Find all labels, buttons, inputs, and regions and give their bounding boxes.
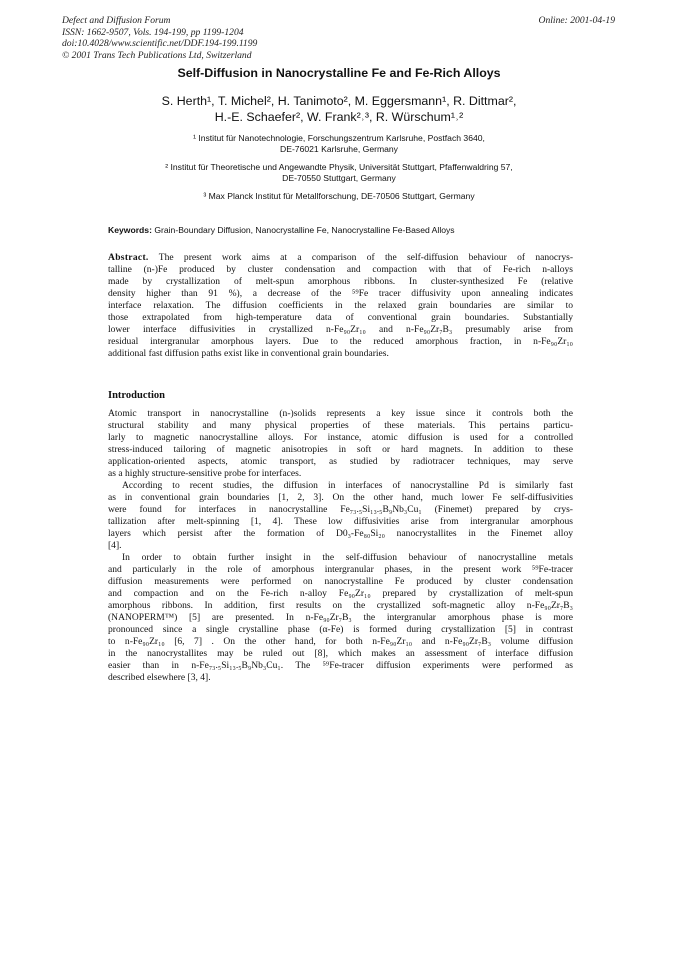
paragraph-line: According to recent studies, the diffusion in interfaces of nanocrystalline Pd is similarly fast	[122, 480, 573, 491]
paragraph-line: as a highly structure-sensitive probe for interfaces.	[108, 468, 302, 480]
paragraph-line: were found for interfaces in nanocrystalline Fe₇₃.₅Si₁₃.₅B₉Nb₃Cu₁ (Finemet) prepared by crys-	[108, 504, 573, 516]
abstract-line: residual intergranular amorphous layers. Due to the reduced amorphous fraction, in n-Fe₉₀Zr₁₀	[108, 336, 573, 348]
abstract-line: made by crystallization of melt-spun amorphous ribbons. In cluster-synthesized Fe (relative	[108, 276, 573, 288]
journal-name: Defect and Diffusion Forum	[62, 15, 171, 26]
paragraph-line: to n-Fe₉₀Zr₁₀ [6, 7] . On the other hand, for both n-Fe₉₀Zr₁₀ and n-Fe₉₀Zr₇B₃ volume diffusion	[108, 636, 573, 648]
affiliation-2	[60, 162, 618, 185]
author-list	[60, 93, 618, 125]
paragraph-line: structural stability and many physical properties of these materials. This pertains particu-	[108, 420, 573, 432]
paragraph-line: and particularly in the role of amorphous intergranular phases, in the present work ⁵⁹Fe-tracer	[108, 564, 573, 576]
paragraph-line: amorphous ribbons. In addition, first results on the crystallized soft-magnetic alloy n-Fe₉₀Zr₇B₃	[108, 600, 573, 612]
author-line-1: S. Herth¹, T. Michel², H. Tanimoto², M. Eggersmann¹, R. Dittmar²,	[161, 94, 517, 108]
doi-line[interactable]: doi:10.4028/www.scientific.net/DDF.194-199.1199	[62, 38, 258, 50]
paragraph-line: application-oriented aspects, atomic transport, as studied by radiotracer techniques, may serve	[108, 456, 573, 468]
affiliation-1-line-1: ¹ Institut für Nanotechnologie, Forschungszentrum Karlsruhe, Postfach 3640,	[193, 133, 485, 143]
abstract-label: Abstract.	[108, 252, 149, 263]
paper-title: Self-Diffusion in Nanocrystalline Fe and Fe-Rich Alloys	[177, 66, 501, 80]
paragraph-line: diffusion measurements were performed on nanocrystalline Fe produced by cluster condensation	[108, 576, 573, 588]
issn-line: ISSN: 1662-9507, Vols. 194-199, pp 1199-1204	[62, 26, 244, 38]
paragraph-line: described elsewhere [3, 4].	[108, 672, 211, 684]
online-date: Online: 2001-04-19	[538, 15, 615, 26]
introduction-heading: Introduction	[108, 390, 165, 401]
affiliation-2-line-1: ² Institut für Theoretische und Angewandte Physik, Universität Stuttgart, Pfaffenwaldring 57,	[165, 162, 513, 172]
paragraph-line: easier than in n-Fe₇₃.₅Si₁₃.₅B₉Nb₃Cu₁. The ⁵⁹Fe-tracer diffusion experiments were performed as	[108, 660, 573, 672]
affiliation-2-line-2: DE-70550 Stuttgart, Germany	[282, 173, 396, 184]
abstract-line: additional fast diffusion paths exist like in conventional grain boundaries.	[108, 348, 389, 360]
affiliation-3-line-1: ³ Max Planck Institut für Metallforschung, DE-70506 Stuttgart, Germany	[203, 191, 475, 201]
paragraph-line: in the nanocrystallites may be ruled out [8], which makes an assessment of interface diffusion	[108, 648, 573, 660]
abstract-line: interface relaxation. The diffusion coefficients in the relaxed grain boundaries are similar to	[108, 300, 573, 312]
paragraph-line: stress-induced tailoring of magnetic anisotropies in soft or hard magnets. In addition to these	[108, 444, 573, 456]
affiliation-3	[60, 191, 618, 202]
paragraph-line: Atomic transport in nanocrystalline (n-)solids represents a key issue since it controls both the	[108, 408, 573, 419]
paragraph-line: and compaction and on the Fe-rich n-alloy Fe₉₀Zr₁₀ prepared by crystallization of melt-spun	[108, 588, 573, 600]
paragraph-line: larly to magnetic nanocrystalline alloys. For instance, atomic diffusion is used for a controlled	[108, 432, 573, 444]
introduction-paragraph-3	[108, 552, 573, 685]
keywords-label: Keywords:	[108, 225, 152, 235]
affiliation-1	[60, 133, 618, 156]
abstract-line: Abstract. The present work aims at a comparison of the self-diffusion behaviour of nanocrys-	[108, 252, 573, 263]
paragraph-line: [4].	[108, 540, 122, 552]
introduction-paragraph-1	[108, 408, 573, 480]
paragraph-line: layers which persist after the formation of D0₃-Fe₈₀Si₂₀ nanocrystallites in the Finemet alloy	[108, 528, 573, 540]
abstract	[108, 252, 573, 360]
keywords	[108, 225, 578, 236]
copyright-line: © 2001 Trans Tech Publications Ltd, Switzerland	[62, 49, 252, 61]
author-line-2: H.-E. Schaefer², W. Frank²˒³, R. Würschum¹˒²	[214, 110, 464, 124]
paragraph-line: tallization after melt-spinning [1, 4]. These low diffusivities arise from intergranular amorphous	[108, 516, 573, 528]
introduction-paragraph-2	[108, 480, 573, 552]
abstract-line: those extrapolated from high-temperature data of conventional grain boundaries. Substantially	[108, 312, 573, 324]
paragraph-line: In order to obtain further insight in the self-diffusion behaviour of nanocrystalline metals	[122, 552, 573, 563]
keywords-text: Grain-Boundary Diffusion, Nanocrystalline Fe, Nanocrystalline Fe-Based Alloys	[151, 225, 455, 235]
abstract-line: density higher than 91 %), a decrease of the ⁵⁹Fe tracer diffusivity upon annealing indicates	[108, 288, 573, 300]
paragraph-line: (NANOPERM™) [5] are presented. In n-Fe₉₀Zr₇B₃ the intergranular amorphous phase is more	[108, 612, 573, 624]
abstract-line: lower interface diffusivities in crystallized n-Fe₉₀Zr₁₀ and n-Fe₉₀Zr₇B₃ presumably arise from	[108, 324, 573, 336]
abstract-line: talline (n-)Fe produced by cluster condensation and compaction with that of Fe-rich n-alloys	[108, 264, 573, 276]
paragraph-line: pronounced since a single crystalline phase (α-Fe) is formed during crystallization [5] in contrast	[108, 624, 573, 636]
journal-header	[62, 15, 257, 61]
paragraph-line: as in conventional grain boundaries [1, 2, 3]. On the other hand, much lower Fe self-diffusivities	[108, 492, 573, 504]
affiliation-1-line-2: DE-76021 Karlsruhe, Germany	[280, 144, 398, 155]
